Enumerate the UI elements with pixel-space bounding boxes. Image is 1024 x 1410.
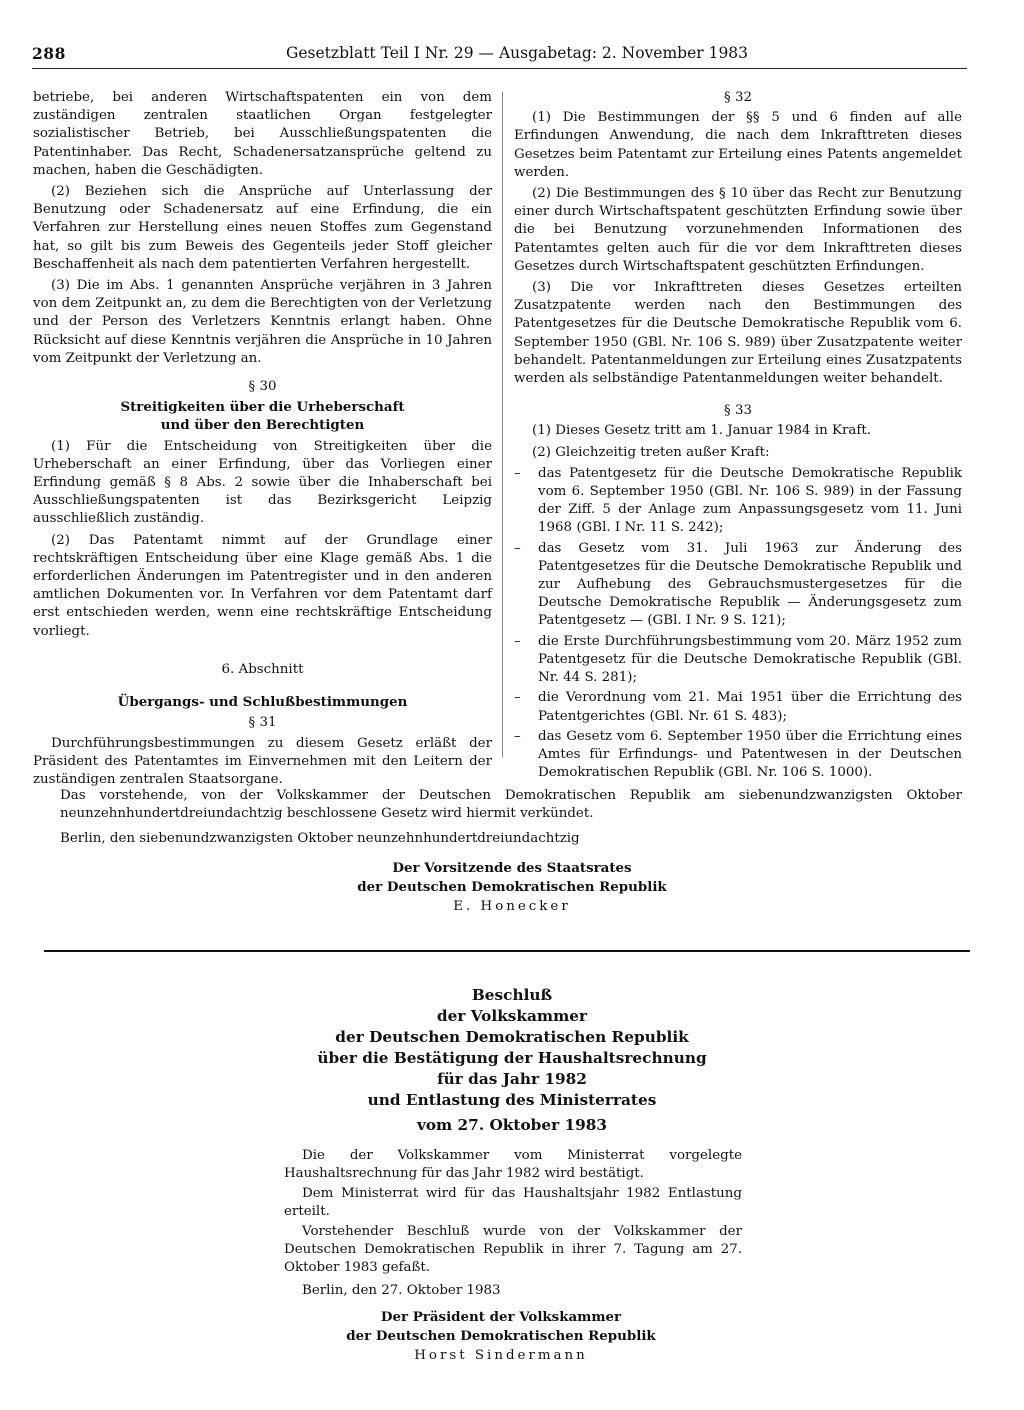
section-31-number: § 31: [248, 715, 277, 731]
section-33-number: § 33: [724, 403, 752, 419]
beschluss-date: vom 27. Oktober 1983: [416, 1116, 608, 1134]
signature-name: Horst Sindermann: [414, 1348, 588, 1363]
list-item: – das Patentgesetz für die Deutsche Demokratische Republik vom 6. September 1950 (GBl. Nr. 106 S. 989) in der Fassung der Ziff. 5 der Anlage zum Anpassungsgesetz vom 11. Juni 1968 (GBl. I Nr. 11 S. 242);: [514, 465, 962, 538]
signature-block-staatsrat: [0, 859, 1024, 916]
beschluss-title-line: Beschluß: [471, 986, 553, 1004]
paragraph-33-2: (2) Gleichzeitig treten außer Kraft:: [532, 444, 770, 460]
paragraph-31: Durchführungsbestimmungen zu diesem Gesetz erläßt der Präsident des Patentamtes im Einvernehmen mit den Leitern der zuständigen zentralen Staatsorgane.: [33, 735, 492, 787]
section-30-title-line-2: und über den Berechtigten: [160, 417, 365, 434]
repealed-laws-list: [514, 465, 962, 782]
list-item: – die Erste Durchführungsbestimmung vom 20. März 1952 zum Patentgesetz für die Deutsche Demokratische Republik (GBl. Nr. 44 S. 281);: [514, 633, 962, 688]
paragraph-32-3: (3) Die vor Inkrafttreten dieses Gesetzes erteilten Zusatzpatente werden nach den Bestimmungen des Patentgesetzes für die Deutsche Demokratische Republik vom 6. September 1950 (GBl. Nr. 106 S. 989) über Zusatzpatente weiter behandelt. Patentanmeldungen zur Erteilung eines Zusatzpatents werden als selbständige Patentanmeldungen weiter behandelt.: [514, 280, 962, 387]
list-item: – das Gesetz vom 6. September 1950 über die Errichtung eines Amtes für Erfindungs- und Patentwesen in der Deutschen Demokratischen Republik (GBl. Nr. 106 S. 1000).: [514, 728, 962, 783]
abschnitt-title: Übergangs- und Schlußbestimmungen: [117, 694, 408, 711]
list-item: – die Verordnung vom 21. Mai 1951 über die Errichtung des Patentgerichtes (GBl. Nr. 61 S. 483);: [514, 689, 962, 725]
signature-title-line-1: Der Präsident der Volkskammer: [380, 1309, 622, 1325]
section-32-number: § 32: [724, 90, 752, 105]
beschluss-body: [284, 1147, 742, 1303]
beschluss-title-block: [0, 985, 1024, 1136]
list-item: – das Gesetz vom 31. Juli 1963 zur Änderung des Patentgesetzes für die Deutsche Demokratische Republik und zur Aufhebung des Gebrauchsmustergesetzes für die Deutsche Demokratische Republik — Änderungsgesetz zum Patentgesetz — (GBl. I Nr. 9 S. 121);: [514, 540, 962, 631]
section-30-number: § 30: [248, 379, 277, 395]
left-column: [33, 89, 492, 792]
beschluss-paragraph-1: Die der Volkskammer vom Ministerrat vorgelegte Haushaltsrechnung für das Jahr 1982 wird bestätigt.: [284, 1148, 742, 1181]
paragraph-32-2: (2) Die Bestimmungen des § 10 über das Recht zur Benutzung einer durch Wirtschaftspatent geschützten Erfindung sowie über die bei Benutzung vorzunehmenden Informationen des Patentamtes gelten auch für die vor dem Inkrafttreten dieses Gesetzes durch Wirtschaftspatent geschützten Erfindungen.: [514, 186, 962, 274]
signature-title-line-2: der Deutschen Demokratischen Republik: [346, 1328, 656, 1344]
promulgation-text: Das vorstehende, von der Volkskammer der Deutschen Demokratischen Republik am siebenundzwanzigsten Oktober neunzehnhundertdreiundachtzig beschlossene Gesetz wird hiermit verkündet.: [60, 788, 962, 822]
beschluss-place-date: Berlin, den 27. Oktober 1983: [302, 1283, 501, 1299]
promulgation-block: [60, 787, 962, 856]
paragraph-30-2: (2) Das Patentamt nimmt auf der Grundlage einer rechtskräftigen Entscheidung über eine Klage gemäß Abs. 1 die erforderlichen Änderungen im Patentregister und in den anderen amtlichen Dokumenten vor. In Verfahren vor dem Patentamt darf erst entschieden werden, wenn eine rechtskräftige Entscheidung vorliegt.: [33, 532, 492, 639]
paragraph-32-1: (1) Die Bestimmungen der §§ 5 und 6 finden auf alle Erfindungen Anwendung, die nach dem Inkrafttreten dieses Gesetzes beim Patentamt zur Erteilung eines Patents angemeldet werden.: [514, 110, 962, 180]
beschluss-title-line: der Deutschen Demokratischen Republik: [335, 1028, 689, 1046]
signature-title-line-1: Der Vorsitzende des Staatsrates: [392, 860, 632, 876]
beschluss-paragraph-3: Vorstehender Beschluß wurde von der Volkskammer der Deutschen Demokratischen Republik in ihrer 7. Tagung am 27. Oktober 1983 gefaßt.: [284, 1224, 742, 1275]
right-column: [514, 89, 962, 784]
page-header: [32, 44, 967, 69]
section-30-title-line-1: Streitigkeiten über die Urheberschaft: [120, 399, 405, 416]
column-divider: [502, 92, 503, 757]
beschluss-title-line: der Volkskammer: [436, 1007, 588, 1025]
header-title: Gesetzblatt Teil I Nr. 29 — Ausgabetag: 2. November 1983: [286, 44, 749, 62]
beschluss-title-line: für das Jahr 1982: [437, 1070, 587, 1088]
signature-title-line-2: der Deutschen Demokratischen Republik: [357, 879, 667, 895]
beschluss-title-line: und Entlastung des Ministerrates: [367, 1091, 657, 1109]
section-divider: [44, 950, 970, 952]
abschnitt-heading: 6. Abschnitt: [221, 661, 304, 677]
promulgation-place-date: Berlin, den siebenundzwanzigsten Oktober neunzehnhundertdreiundachtzig: [60, 831, 580, 847]
signature-block-volkskammer: [0, 1308, 1013, 1365]
signature-name: E. Honecker: [453, 899, 571, 914]
paragraph-continued: betriebe, bei anderen Wirtschaftspatenten ein von dem zuständigen zentralen staatlichen Organ festgelegter sozialistischer Betrieb, bei Ausschließungspatenten die Patentinhaber. Das Recht, Schadenersatzansprüche geltend zu machen, haben die Geschädigten.: [33, 90, 492, 178]
paragraph-29-2: (2) Beziehen sich die Ansprüche auf Unterlassung der Benutzung oder Schadenersatz auf eine Erfindung, die ein Verfahren zur Herstellung eines neuen Stoffes zum Gegenstand hat, so gilt bis zum Beweis des Gegenteils jeder Stoff gleicher Beschaffenheit als nach dem patentierten Verfahren hergestellt.: [33, 184, 492, 272]
paragraph-30-1: (1) Für die Entscheidung von Streitigkeiten über die Urheberschaft an einer Erfindung, über das Vorliegen einer Erfindung gemäß § 8 Abs. 2 sowie über die Inhaberschaft bei Ausschließungspatenten ist das Bezirksgericht Leipzig ausschließlich zuständig.: [33, 438, 492, 527]
paragraph-29-3: (3) Die im Abs. 1 genannten Ansprüche verjähren in 3 Jahren von dem Zeitpunkt an, zu dem die Berechtigten von der Verletzung und der Person des Verletzers Kenntnis erlangt haben. Ohne Rücksicht auf diese Kenntnis verjähren die Ansprüche in 10 Jahren vom Zeitpunkt der Verletzung an.: [33, 278, 492, 366]
page-number: 288: [32, 44, 66, 63]
beschluss-title-line: über die Bestätigung der Haushaltsrechnung: [317, 1049, 707, 1067]
paragraph-33-1: (1) Dieses Gesetz tritt am 1. Januar 1984 in Kraft.: [532, 423, 871, 439]
beschluss-paragraph-2: Dem Ministerrat wird für das Haushaltsjahr 1982 Entlastung erteilt.: [284, 1186, 742, 1219]
